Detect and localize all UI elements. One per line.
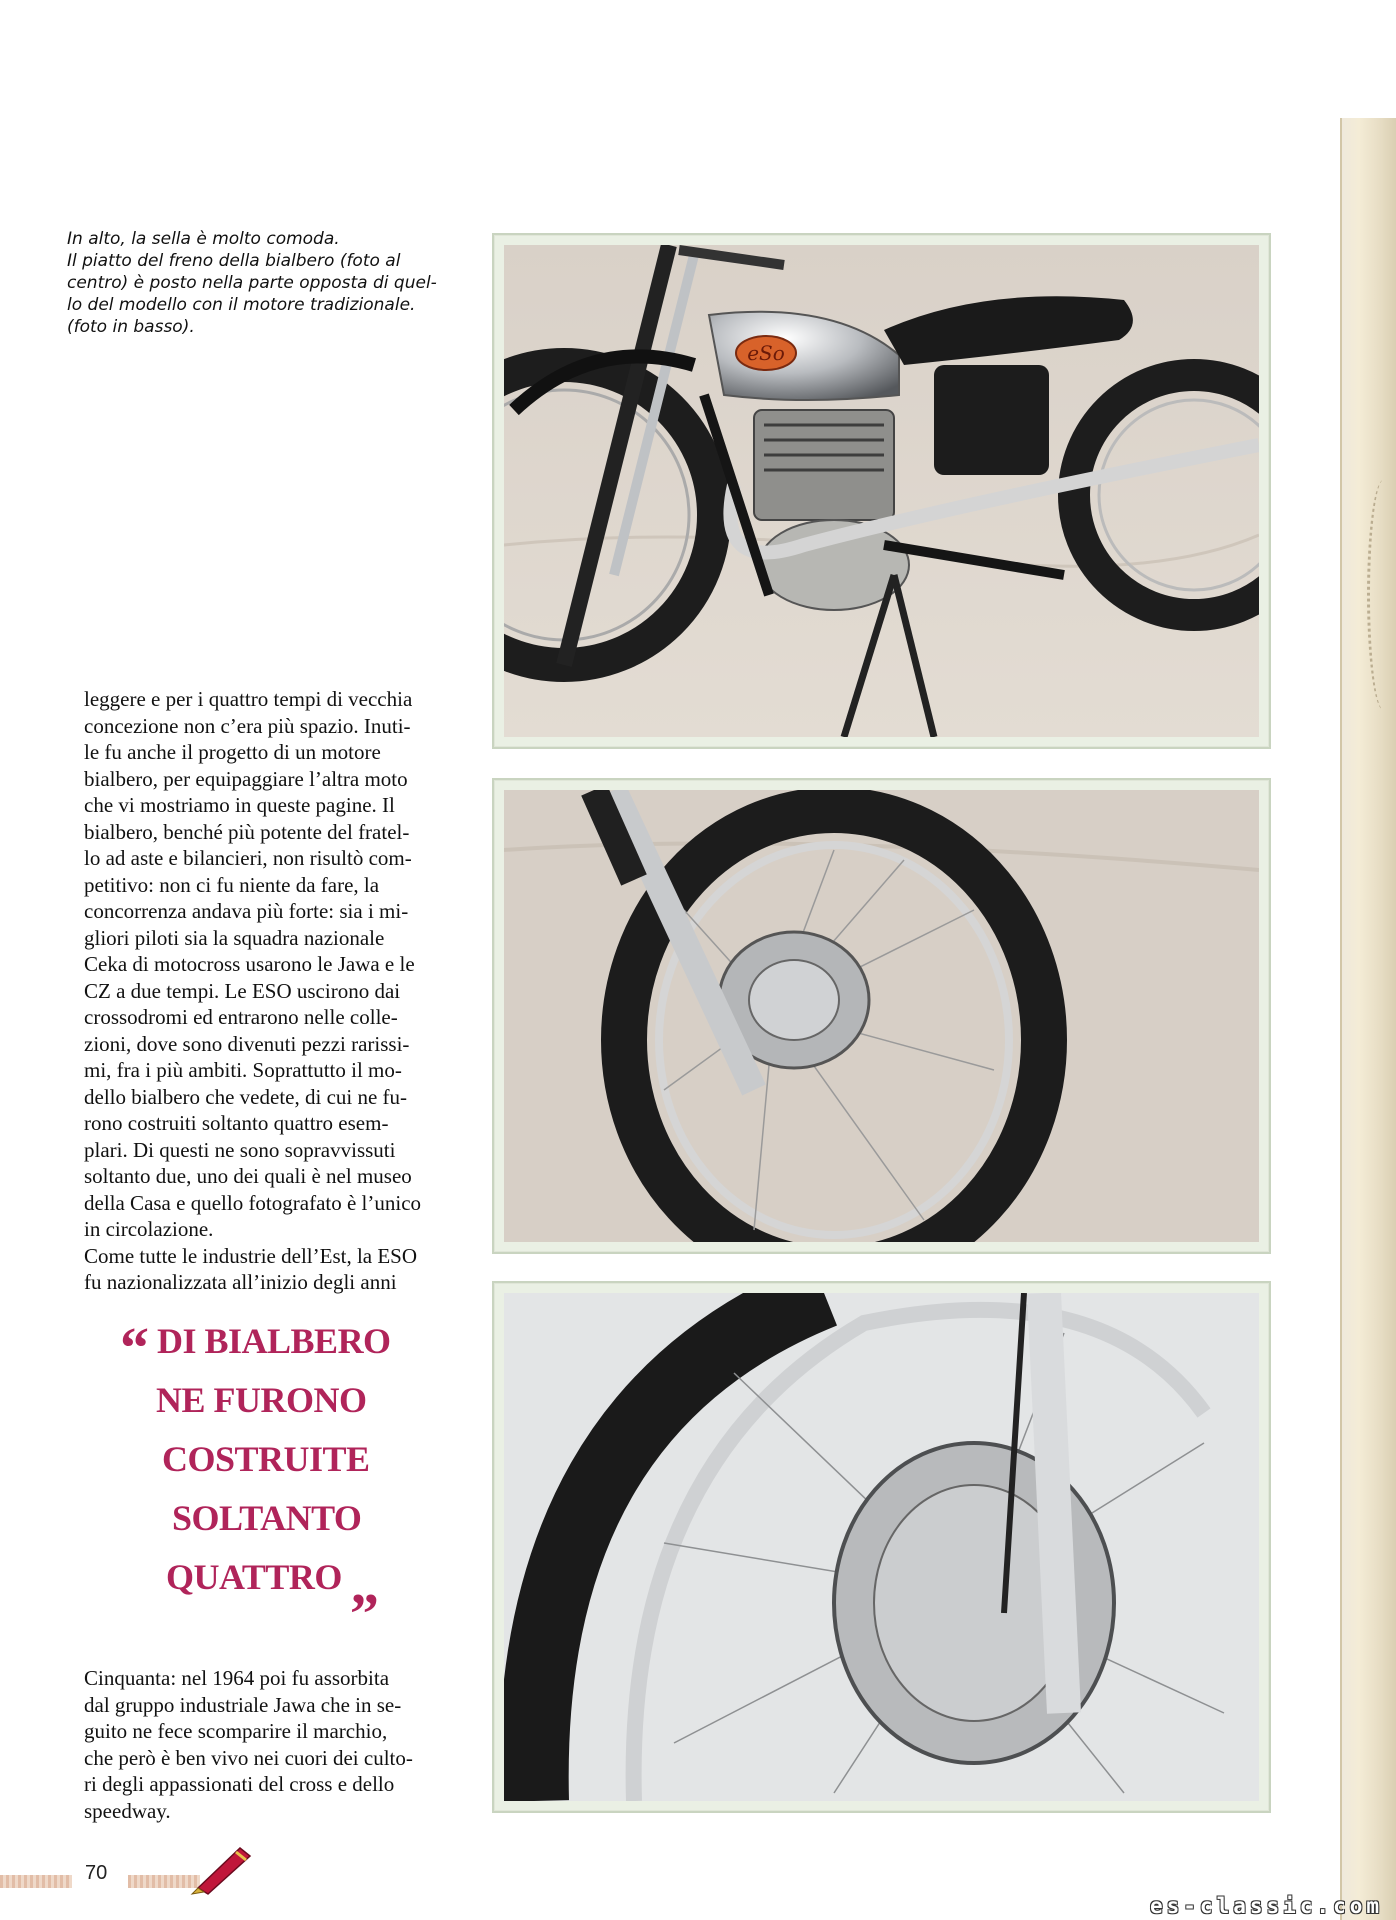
pull-quote-line-4: SOLTANTO [172, 1498, 362, 1538]
text-line: lo ad aste e bilancieri, non risultò com- [84, 846, 412, 870]
footer-decor-left [0, 1875, 72, 1888]
text-line: ri degli appassionati del cross e dello [84, 1772, 395, 1796]
text-line: crossodromi ed entrarono nelle colle- [84, 1005, 398, 1029]
caption-line: Il piatto del freno della bialbero (foto al [67, 251, 401, 271]
text-line: dal gruppo industriale Jawa che in se- [84, 1692, 402, 1717]
text-line: Cinquanta: nel 1964 poi fu assorbita [84, 1666, 390, 1690]
photo-hub-closeup [492, 1281, 1271, 1813]
text-line: le fu anche il progetto di un motore [84, 740, 381, 764]
text-line: Come tutte le industrie dell’Est, la ESO [84, 1243, 418, 1268]
photo-image [504, 1293, 1259, 1801]
text-line: della Casa e quello fotografato è l’unico [84, 1190, 422, 1215]
open-quote-mark: “ [120, 1315, 149, 1380]
text-line: che però è ben vivo nei cuori dei culto- [84, 1745, 413, 1770]
pull-quote-line-2: NE FURONO [156, 1380, 367, 1420]
text-line: soltanto due, uno dei quali è nel museo [84, 1164, 412, 1188]
text-line: gliori piloti sia la squadra nazionale [84, 925, 385, 950]
caption-line: lo del modello con il motore tradizionale. [67, 295, 416, 315]
pull-quote-line-5 [166, 1548, 506, 1616]
motorcycle-illustration [504, 245, 1259, 737]
caption-line: In alto, la sella è molto comoda. [67, 229, 340, 249]
text-line: concorrenza andava più forte: sia i mi- [84, 899, 409, 923]
watermark: es-classic.com [1150, 1894, 1384, 1918]
caption-line: (foto in basso). [67, 317, 195, 337]
wheel-illustration [504, 790, 1259, 1242]
text-line: concezione non c’era più spazio. Inuti- [84, 713, 411, 738]
article-text-column-end [84, 1665, 452, 1824]
text-line: CZ a due tempi. Le ESO uscirono dai [84, 978, 401, 1003]
photo-image [504, 790, 1259, 1242]
photo-motorcycle-side [492, 233, 1271, 749]
caption-line: centro) è posto nella parte opposta di quel- [67, 273, 437, 293]
text-line: plari. Di questi ne sono sopravvissuti [84, 1137, 396, 1162]
text-line: rono costruiti soltanto quattro esem- [84, 1111, 389, 1135]
pull-quote-line-1 [120, 1312, 460, 1380]
hub-illustration [504, 1293, 1259, 1801]
text-line: petitivo: non ci fu niente da fare, la [84, 872, 380, 897]
close-quote-mark: „ [350, 1551, 379, 1616]
pull-quote [120, 1312, 460, 1616]
text-line: che vi mostriamo in queste pagine. Il [84, 793, 395, 817]
scan-top-margin [0, 0, 1396, 125]
text-line: guito ne fece scomparire il marchio, [84, 1719, 388, 1743]
text-line: bialbero, per equipaggiare l’altra moto [84, 766, 408, 791]
text-line: speedway. [84, 1798, 171, 1823]
page-edge-shadow [1340, 118, 1396, 1920]
svg-text:eSo: eSo [747, 341, 785, 365]
photo-caption [67, 228, 447, 338]
page-number: 70 [85, 1862, 108, 1884]
pull-quote-text: DI BIALBERO [157, 1321, 391, 1361]
edge-decoration [1367, 480, 1396, 710]
text-line: in circolazione. [84, 1217, 214, 1241]
photo-image [504, 245, 1259, 737]
text-line: bialbero, benché più potente del fratel- [84, 819, 410, 844]
photo-front-wheel [492, 778, 1271, 1254]
text-line: leggere e per i quattro tempi di vecchia [84, 687, 413, 711]
text-line: zioni, dove sono divenuti pezzi rarissi- [84, 1031, 410, 1056]
pull-quote-text: QUATTRO [166, 1557, 342, 1597]
text-line: dello bialbero che vedete, di cui ne fu- [84, 1084, 408, 1109]
pull-quote-line-3: COSTRUITE [162, 1439, 370, 1479]
fountain-pen-icon [190, 1840, 260, 1895]
text-line: fu nazionalizzata all’inizio degli anni [84, 1270, 397, 1294]
text-line: mi, fra i più ambiti. Soprattutto il mo- [84, 1058, 402, 1082]
text-line: Ceka di motocross usarono le Jawa e le [84, 952, 415, 976]
article-text-column [84, 686, 452, 1296]
